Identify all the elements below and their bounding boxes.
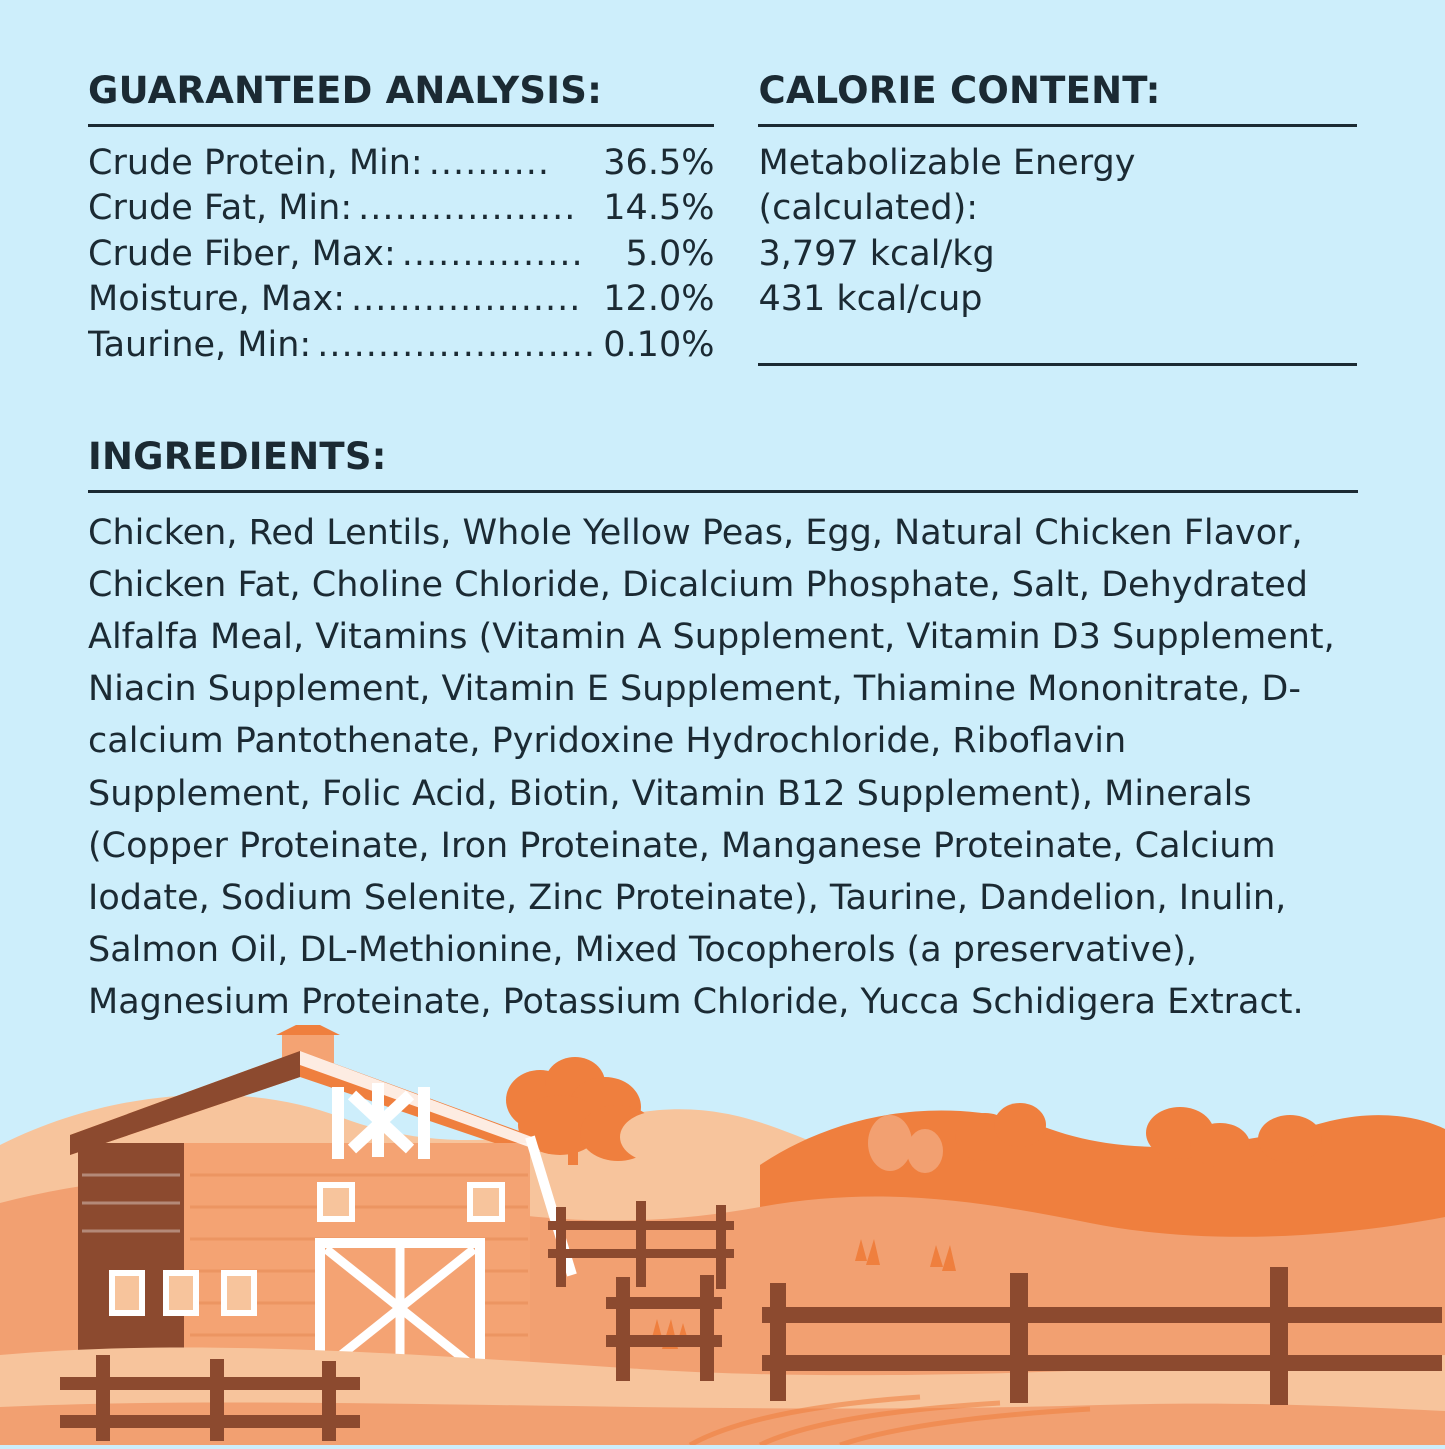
calorie-content-divider [758,124,1357,127]
calorie-line: 3,797 kcal/kg [758,233,995,274]
table-row [88,141,714,187]
calorie-line: Metabolizable Energy [758,142,1136,183]
spacer [758,323,1357,363]
nutrient-value: 14.5% [603,188,715,229]
nutrient-value: 36.5% [603,142,715,183]
leader-dots: ................... [351,279,582,320]
calorie-line: 431 kcal/cup [758,279,983,320]
guaranteed-analysis-divider [88,124,714,127]
nutrient-label: Crude Protein, Min: [88,142,423,183]
calorie-content-title: CALORIE CONTENT: [758,69,1161,112]
guaranteed-analysis-panel [88,69,715,368]
calorie-content-panel [758,69,1357,368]
table-row [88,232,714,278]
guaranteed-analysis-title: GUARANTEED ANALYSIS: [88,69,603,112]
ingredients-divider [88,490,1358,493]
leader-dots: .......... [428,142,550,183]
ingredients-text: Chicken, Red Lentils, Whole Yellow Peas, Egg, Natural Chicken Flavor, Chicken Fat, Choline Chloride, Dicalcium Phosphate, Salt, Dehydrated Alfalfa Meal, Vitamins (Vitamin A Supplement, Vitamin D3 Supplement, Niacin Supplement, Vitamin E Supplement, Thiamine Mononitrate, D-calcium Pantothenate, Pyridoxine Hydrochloride, Riboflavin Supplement, Folic Acid, Biotin, Vitamin B12 Supplement), Minerals (Copper Proteinate, Iron Proteinate, Manganese Proteinate, Calcium Iodate, Sodium Selenite, Zinc Proteinate), Taurine, Dandelion, Inulin, Salmon Oil, DL-Methionine, Mixed Tocopherols (a preservative), Magnesium Proteinate, Potassium Chloride, Yucca Schidigera Extract. [88,512,1335,1023]
guaranteed-analysis-rows [88,141,714,369]
nutrient-label: Moisture, Max: [88,279,346,320]
farm-scene-svg [0,1025,1445,1445]
leader-dots: ............... [401,233,584,274]
table-row [88,277,714,323]
calorie-line: (calculated): [758,188,979,229]
calorie-content-lines [758,141,1357,323]
nutrient-value: 0.10% [603,324,715,365]
nutrient-value: 12.0% [603,279,715,320]
calorie-content-bottom-divider [758,363,1357,366]
farm-barn-illustration [0,1025,1445,1445]
nutrient-label: Crude Fat, Min: [88,188,353,229]
ingredients-panel [88,435,1358,1028]
nutrient-label: Crude Fiber, Max: [88,233,396,274]
leader-dots: .................. [358,188,577,229]
leader-dots: ....................... [317,324,597,365]
table-row [88,186,714,232]
table-row [88,323,714,369]
nutrition-panels [0,0,1445,368]
nutrient-value: 5.0% [625,233,715,274]
ingredients-title: INGREDIENTS: [88,435,387,478]
nutrient-label: Taurine, Min: [88,324,312,365]
